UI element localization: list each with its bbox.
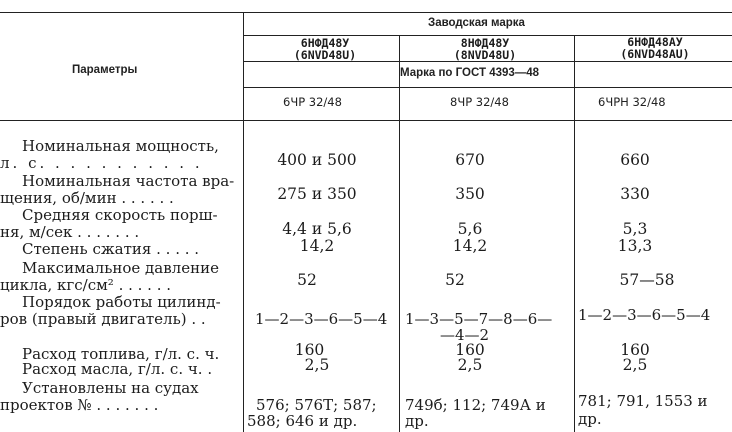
row-label-power-line-2: л. с. . . . . . . . . . .	[0, 154, 203, 172]
engine-2-gost: 8ЧР 32/48	[450, 95, 509, 109]
compression-engine-1: 14,2	[299, 237, 335, 255]
row-label-firing-order	[0, 294, 238, 328]
oil-engine-3: 2,5	[622, 356, 648, 374]
row-label-compression	[0, 241, 238, 258]
column-divider-params	[243, 12, 244, 432]
max-pressure-engine-3: 57—58	[619, 271, 675, 289]
compression-engine-2: 14,2	[452, 237, 488, 255]
fuel-engine-2: 160	[455, 341, 485, 359]
row-label-max-pressure	[0, 260, 238, 294]
firing-order-engine-2-line-2: —4—2	[440, 326, 490, 344]
row-label-speed-line-1: Номинальная частота вра-	[22, 173, 235, 190]
row-label-oil-consumption-line-1: Расход масла, г/л. с. ч. .	[22, 361, 213, 378]
ships-engine-2: 749б; 112; 749А и	[405, 396, 546, 414]
speed-engine-2: 350	[455, 185, 485, 203]
row-label-max-pressure-line-2: цикла, кгс/см² . . . . . .	[0, 276, 172, 294]
row-label-power	[0, 138, 238, 172]
row-label-firing-order-line-1: Порядок работы цилинд-	[22, 294, 221, 311]
header-bottom-rule	[0, 120, 732, 121]
engine-1-mark	[260, 37, 390, 61]
row-label-oil-consumption	[0, 361, 238, 378]
row-label-compression-line-1: Степень сжатия . . . . .	[22, 241, 200, 258]
ships-engine-1-line-2: 588; 646 и др.	[247, 412, 358, 430]
firing-order-engine-1: 1—2—3—6—5—4	[255, 310, 388, 328]
column-divider-1	[399, 36, 400, 432]
engine-1-gost: 6ЧР 32/48	[283, 95, 342, 109]
engine-3-mark-lat: (6NVD48AU)	[620, 47, 690, 61]
max-pressure-engine-1: 52	[297, 271, 317, 289]
table-top-rule	[0, 12, 732, 13]
piston-speed-engine-1: 4,4 и 5,6	[282, 220, 352, 238]
row-label-speed	[0, 173, 238, 207]
speed-engine-3: 330	[620, 185, 650, 203]
factory-mark-header: Заводская марка	[428, 17, 525, 29]
engine-1-mark-lat: (6NVD48U)	[293, 48, 357, 62]
speed-engine-1: 275 и 350	[277, 185, 357, 203]
oil-engine-2: 2,5	[457, 356, 483, 374]
row-label-ship-projects-line-1: Установлены на судах	[22, 380, 199, 397]
params-header: Параметры	[72, 64, 138, 76]
row-label-piston-speed-line-1: Средняя скорость порш-	[22, 207, 218, 224]
engine-2-mark-ru: 8НФД48У	[460, 36, 510, 50]
column-divider-2	[574, 36, 575, 432]
max-pressure-engine-2: 52	[445, 271, 465, 289]
power-engine-1: 400 и 500	[277, 151, 357, 169]
row-label-power-line-1: Номинальная мощность,	[22, 138, 219, 155]
ships-engine-1: 576; 576Т; 587;	[256, 396, 377, 414]
engine-2-mark	[420, 37, 550, 61]
compression-engine-3: 13,3	[617, 237, 653, 255]
engine-3-mark	[585, 36, 725, 60]
oil-engine-1: 2,5	[304, 356, 330, 374]
power-engine-3: 660	[620, 151, 650, 169]
piston-speed-engine-3: 5,3	[622, 220, 648, 238]
row-label-piston-speed-line-2: ня, м/сек . . . . . . .	[0, 223, 140, 241]
row-label-speed-line-2: щения, об/мин . . . . . .	[0, 189, 174, 207]
row-label-max-pressure-line-1: Максимальное давление	[22, 260, 219, 277]
gost-bottom-rule	[243, 87, 732, 88]
ships-engine-3: 781; 791, 1553 и	[578, 392, 708, 410]
engine-2-mark-lat: (8NVD48U)	[453, 48, 517, 62]
engine-3-gost: 6ЧРН 32/48	[598, 95, 666, 109]
power-engine-2: 670	[455, 151, 485, 169]
ships-engine-2-line-2: др.	[405, 412, 429, 430]
firing-order-engine-3: 1—2—3—6—5—4	[578, 306, 711, 324]
row-label-ship-projects-line-2: проектов № . . . . . . .	[0, 396, 159, 414]
ships-engine-3-line-2: др.	[578, 410, 602, 428]
engine-1-mark-ru: 6НФД48У	[300, 36, 350, 50]
fuel-engine-3: 160	[620, 341, 650, 359]
row-label-fuel-consumption-line-1: Расход топлива, г/л. с. ч.	[22, 346, 220, 363]
gost-mark-header: Марка по ГОСТ 4393—48	[400, 67, 540, 79]
piston-speed-engine-2: 5,6	[457, 220, 483, 238]
engine-3-mark-ru: 6НФД48АУ	[627, 35, 683, 49]
row-label-firing-order-line-2: ров (правый двигатель) . .	[0, 310, 206, 328]
fuel-engine-1: 160	[294, 341, 325, 359]
firing-order-engine-2: 1—3—5—7—8—6—	[405, 310, 553, 328]
row-label-piston-speed	[0, 207, 238, 241]
row-label-ship-projects	[0, 380, 238, 414]
